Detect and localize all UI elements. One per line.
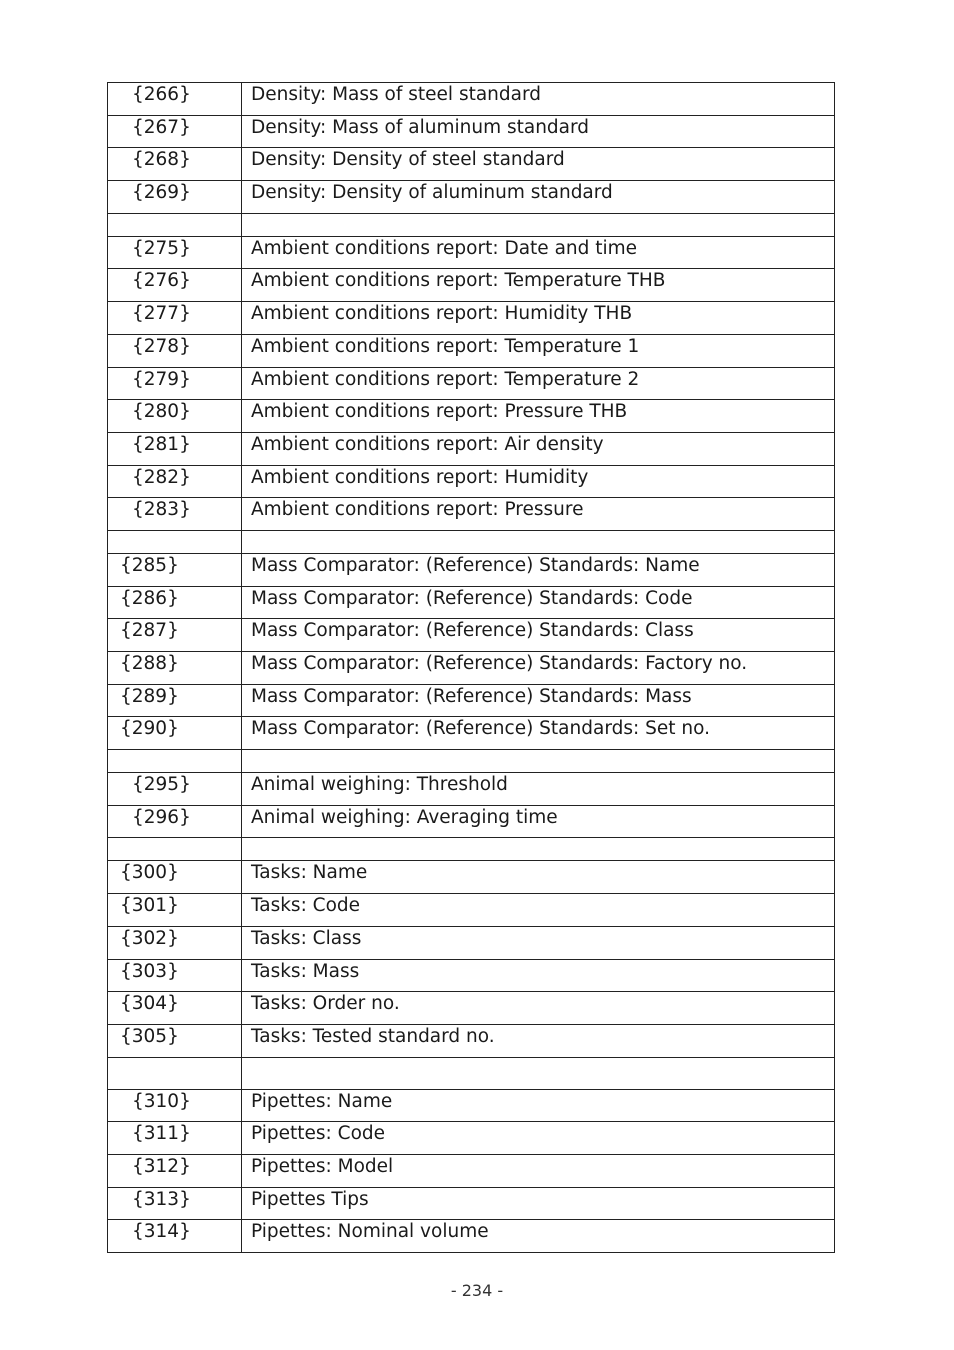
code-cell: {289} (108, 684, 242, 717)
code-cell: {277} (108, 302, 242, 335)
code-cell: {276} (108, 269, 242, 302)
code-cell: {290} (108, 717, 242, 750)
code-cell: {283} (108, 498, 242, 531)
description-cell: Pipettes: Name (242, 1089, 835, 1122)
table-row (108, 498, 835, 531)
code-cell: {303} (108, 959, 242, 992)
table-row (108, 432, 835, 465)
description-cell: Ambient conditions report: Date and time (242, 236, 835, 269)
code-cell: {268} (108, 148, 242, 181)
description-cell: Tasks: Tested standard no. (242, 1024, 835, 1057)
description-cell: Animal weighing: Threshold (242, 773, 835, 806)
code-cell: {285} (108, 553, 242, 586)
code-cell: {282} (108, 465, 242, 498)
description-cell: Ambient conditions report: Temperature THB (242, 269, 835, 302)
code-cell: {304} (108, 992, 242, 1025)
table-row (108, 1089, 835, 1122)
code-cell: {314} (108, 1220, 242, 1253)
code-cell: {311} (108, 1122, 242, 1155)
table-row (108, 302, 835, 335)
table-row (108, 992, 835, 1025)
description-cell: Ambient conditions report: Pressure (242, 498, 835, 531)
table-row (108, 926, 835, 959)
code-cell: {280} (108, 400, 242, 433)
description-cell: Mass Comparator: (Reference) Standards: Set no. (242, 717, 835, 750)
table-row (108, 652, 835, 685)
description-cell: Tasks: Code (242, 894, 835, 927)
code-cell: {279} (108, 367, 242, 400)
table-row (108, 684, 835, 717)
spacer-row (108, 530, 835, 553)
description-cell: Tasks: Name (242, 861, 835, 894)
empty-cell (242, 750, 835, 773)
code-cell: {302} (108, 926, 242, 959)
empty-cell (242, 838, 835, 861)
description-cell: Pipettes Tips (242, 1187, 835, 1220)
empty-cell (108, 213, 242, 236)
page-number: - 234 - (450, 1281, 504, 1300)
table-row (108, 894, 835, 927)
code-cell: {305} (108, 1024, 242, 1057)
description-cell: Mass Comparator: (Reference) Standards: Class (242, 619, 835, 652)
code-cell: {301} (108, 894, 242, 927)
description-cell: Ambient conditions report: Pressure THB (242, 400, 835, 433)
empty-cell (242, 530, 835, 553)
code-cell: {287} (108, 619, 242, 652)
description-cell: Pipettes: Model (242, 1154, 835, 1187)
empty-cell (108, 838, 242, 861)
table-row (108, 1220, 835, 1253)
empty-cell (108, 750, 242, 773)
table-row (108, 334, 835, 367)
description-cell: Tasks: Class (242, 926, 835, 959)
code-cell: {310} (108, 1089, 242, 1122)
table-row (108, 465, 835, 498)
spacer-row (108, 1057, 835, 1089)
spacer-row (108, 213, 835, 236)
code-cell: {288} (108, 652, 242, 685)
code-cell: {296} (108, 805, 242, 838)
table-row (108, 148, 835, 181)
codes-table (107, 82, 835, 1253)
empty-cell (108, 530, 242, 553)
description-cell: Density: Density of aluminum standard (242, 181, 835, 214)
description-cell: Pipettes: Code (242, 1122, 835, 1155)
description-cell: Density: Mass of aluminum standard (242, 115, 835, 148)
description-cell: Mass Comparator: (Reference) Standards: Factory no. (242, 652, 835, 685)
code-cell: {286} (108, 586, 242, 619)
table-row (108, 553, 835, 586)
table-row (108, 1154, 835, 1187)
code-cell: {281} (108, 432, 242, 465)
description-cell: Ambient conditions report: Air density (242, 432, 835, 465)
description-cell: Ambient conditions report: Temperature 2 (242, 367, 835, 400)
table-row (108, 805, 835, 838)
table-row (108, 236, 835, 269)
empty-cell (242, 1057, 835, 1089)
spacer-row (108, 838, 835, 861)
code-cell: {266} (108, 83, 242, 116)
table-row (108, 861, 835, 894)
description-cell: Mass Comparator: (Reference) Standards: Name (242, 553, 835, 586)
description-cell: Ambient conditions report: Temperature 1 (242, 334, 835, 367)
table-row (108, 619, 835, 652)
table-row (108, 717, 835, 750)
table-row (108, 115, 835, 148)
code-cell: {312} (108, 1154, 242, 1187)
description-cell: Ambient conditions report: Humidity (242, 465, 835, 498)
description-cell: Density: Density of steel standard (242, 148, 835, 181)
table-row (108, 1187, 835, 1220)
code-cell: {275} (108, 236, 242, 269)
code-cell: {313} (108, 1187, 242, 1220)
description-cell: Mass Comparator: (Reference) Standards: Code (242, 586, 835, 619)
table-row (108, 773, 835, 806)
table-row (108, 269, 835, 302)
empty-cell (242, 213, 835, 236)
description-cell: Ambient conditions report: Humidity THB (242, 302, 835, 335)
table-row (108, 959, 835, 992)
table-row (108, 181, 835, 214)
empty-cell (108, 1057, 242, 1089)
description-cell: Mass Comparator: (Reference) Standards: Mass (242, 684, 835, 717)
description-cell: Tasks: Mass (242, 959, 835, 992)
table-row (108, 400, 835, 433)
description-cell: Tasks: Order no. (242, 992, 835, 1025)
table-row (108, 1024, 835, 1057)
description-cell: Animal weighing: Averaging time (242, 805, 835, 838)
code-cell: {267} (108, 115, 242, 148)
code-cell: {269} (108, 181, 242, 214)
table-row (108, 367, 835, 400)
description-cell: Pipettes: Nominal volume (242, 1220, 835, 1253)
table-row (108, 586, 835, 619)
spacer-row (108, 750, 835, 773)
code-cell: {300} (108, 861, 242, 894)
code-cell: {295} (108, 773, 242, 806)
description-cell: Density: Mass of steel standard (242, 83, 835, 116)
table-row (108, 83, 835, 116)
table-row (108, 1122, 835, 1155)
code-cell: {278} (108, 334, 242, 367)
